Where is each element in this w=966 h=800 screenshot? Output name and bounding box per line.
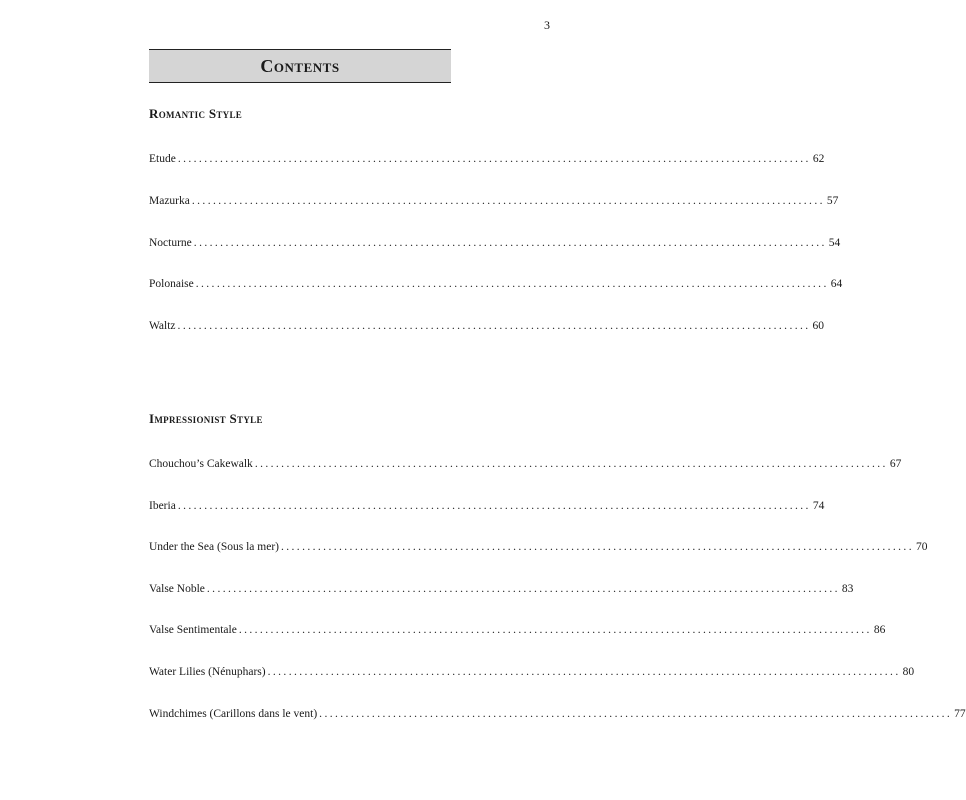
toc-entry-page: 77: [954, 708, 966, 720]
toc-entry-label: Windchimes (Carillons dans le vent): [149, 708, 318, 720]
dot-leader: ........................................................................................................................: [177, 320, 811, 332]
toc-entry-water-lilies[interactable]: [149, 664, 915, 680]
toc-entry-label: Iberia: [149, 500, 176, 512]
toc-entry-page: 70: [915, 541, 928, 553]
toc-entry-mazurka[interactable]: [149, 193, 839, 209]
toc-entry-polonaise[interactable]: [149, 276, 843, 292]
toc-entry-page: 83: [841, 583, 854, 595]
toc-entry-label: Waltz: [149, 320, 176, 332]
toc-entry-label: Water Lilies (Nénuphars): [149, 666, 266, 678]
toc-entry-etude[interactable]: [149, 151, 825, 167]
toc-entry-waltz[interactable]: [149, 318, 825, 334]
toc-entry-label: Chouchou’s Cakewalk: [149, 458, 253, 470]
toc-entry-page: 74: [812, 500, 825, 512]
toc-entry-label: Valse Sentimentale: [149, 624, 237, 636]
toc-entry-page: 86: [873, 624, 886, 636]
page-number: 3: [544, 18, 550, 32]
dot-leader: ........................................................................................................................: [238, 624, 872, 636]
toc-entry-label: Etude: [149, 153, 176, 165]
toc-entry-page: 54: [828, 237, 841, 249]
toc-entry-chouchous-cakewalk[interactable]: [149, 456, 902, 472]
toc-entry-page: 60: [812, 320, 825, 332]
page-title: Contents: [260, 55, 340, 76]
section-heading-romantic: Romantic Style: [149, 106, 243, 121]
toc-entry-under-the-sea[interactable]: [149, 539, 928, 555]
toc-entry-valse-noble[interactable]: [149, 581, 854, 597]
toc-entry-page: 67: [889, 458, 902, 470]
toc-entry-page: 64: [830, 278, 843, 290]
toc-entry-label: Valse Noble: [149, 583, 205, 595]
toc-entry-page: 80: [902, 666, 915, 678]
dot-leader: ........................................................................................................................: [254, 458, 888, 470]
toc-entry-page: 57: [826, 195, 839, 207]
dot-leader: ........................................................................................................................: [177, 500, 811, 512]
dot-leader: ........................................................................................................................: [319, 708, 953, 720]
toc-entry-windchimes[interactable]: [149, 706, 966, 722]
dot-leader: ........................................................................................................................: [195, 278, 829, 290]
dot-leader: ........................................................................................................................: [193, 237, 827, 249]
toc-entry-nocturne[interactable]: [149, 235, 841, 251]
toc-entry-page: 62: [812, 153, 825, 165]
dot-leader: ........................................................................................................................: [267, 666, 901, 678]
dot-leader: ........................................................................................................................: [191, 195, 825, 207]
toc-entry-label: Polonaise: [149, 278, 194, 290]
toc-entry-label: Mazurka: [149, 195, 190, 207]
toc-entry-label: Nocturne: [149, 237, 192, 249]
contents-title-banner: [149, 49, 451, 83]
toc-entry-valse-sentimentale[interactable]: [149, 622, 886, 638]
dot-leader: ........................................................................................................................: [280, 541, 914, 553]
toc-entry-iberia[interactable]: [149, 498, 825, 514]
dot-leader: ........................................................................................................................: [206, 583, 840, 595]
dot-leader: ........................................................................................................................: [177, 153, 811, 165]
toc-entry-label: Under the Sea (Sous la mer): [149, 541, 279, 553]
section-heading-impressionist: Impressionist Style: [149, 411, 263, 426]
